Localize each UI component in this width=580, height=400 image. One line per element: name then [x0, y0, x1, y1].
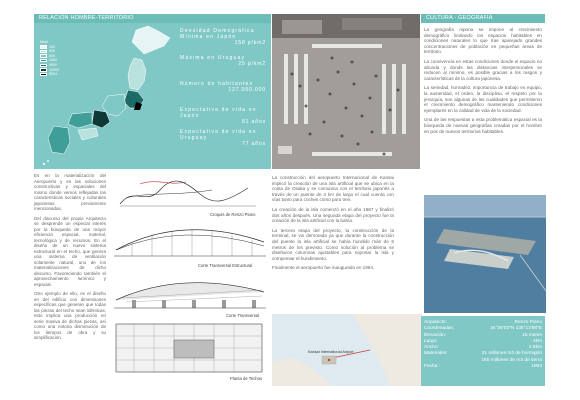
fact-row: [424, 364, 542, 370]
history-paragraph: La creación de la isla comenzó en el año 1987 y finalizó dos años después. Una segunda etapa del proyecto fue la creación de la isla artificial con la bahía.: [272, 206, 394, 224]
stat-item: [180, 129, 266, 155]
history-paragraph: Finalmente el aeropuerto fue inaugurado en 1994.: [272, 265, 375, 271]
fact-value: 34°26'03"N 135°13'58"E: [490, 326, 542, 332]
stat-item: [180, 28, 266, 55]
sketch-caption: Croquis de Renzo Piano: [210, 212, 256, 217]
architecture-text: [34, 173, 106, 345]
structural-section-drawing: [112, 220, 268, 262]
fact-label: Ancho:: [424, 345, 439, 351]
stat-label: Máxima en Uruguay: [180, 55, 246, 61]
fact-label: Arquitecto:: [424, 320, 447, 325]
fact-sheet: [424, 320, 542, 370]
fact-value: 2.5km: [528, 345, 542, 351]
legend-item: 200: [40, 49, 70, 54]
legend-item: 5514: [40, 72, 70, 77]
stats-list: [180, 28, 266, 155]
fact-value: 1994: [531, 364, 542, 370]
roof-plan-caption: Planta de Techos: [230, 376, 263, 381]
fact-label: Materiales:: [424, 351, 448, 357]
fact-label: Elevación:: [424, 332, 447, 338]
map-legend: [40, 40, 70, 77]
culture-paragraph: Una de las respuestas a esta problemática espacial es la búsqueda de nuevas geografías creadas por el hombre en pos de nuevos territorios habitables.: [424, 117, 542, 134]
culture-text: [424, 27, 542, 138]
shikoku-region: [78, 128, 98, 140]
airport-aerial-photo: [424, 195, 546, 313]
legend-swatch: [40, 68, 47, 72]
architecture-paragraph: Es en la materialización del Aeropuerto y en las soluciones constructivas y espaciales del mismo donde vemos reflejadas las características sociales y culturales japonesas previamente mencionadas.: [34, 173, 106, 211]
stat-value: 25 p/km2: [238, 61, 266, 67]
stat-value: 81 años: [241, 119, 266, 125]
fact-value: 150 millones de m3 de tierra: [481, 357, 542, 363]
stat-label: Expectativa de vida en Japón: [180, 107, 257, 119]
hokkaido-region: [132, 26, 170, 54]
architecture-paragraph: Otro ejemplo de ello, es el diseño en del edificio con dimensiones específicas que generan que todas las piezas del techo sean idénticas, esto implica una producción en serie masiva de dichas piezas, así como una notoria disminución de los tiempos de obra y su simplificación.: [34, 291, 106, 340]
roof-plan-drawing: [114, 322, 264, 374]
inset-map-label: Kansai International Airport: [308, 350, 354, 354]
legend-item: 4000: [40, 63, 70, 68]
left-section-header: RELACIÓN HOMBRE-TERRITORIO: [34, 14, 271, 23]
airport-history-text: [272, 175, 394, 275]
stat-label: Número de habitantes: [180, 81, 254, 87]
chugoku-region: [68, 112, 92, 128]
transversal-section-drawing: [112, 272, 268, 312]
stat-label: Expectativa de vida en Uruguay: [180, 129, 257, 141]
fact-value: Renzo Piano: [514, 320, 542, 325]
fact-label: Fecha:: [424, 364, 439, 370]
stat-value: 127.000.000: [228, 87, 266, 93]
fact-label: Coordenadas:: [424, 326, 455, 332]
renzo-piano-sketch: [116, 176, 266, 210]
structural-section-caption: Corte Transversal Estructural: [198, 263, 253, 268]
culture-paragraph: La geografía nipona se impone al crecimiento demográfico limitando los espacios habitables en condiciones naturales lo que trae aparejado grandes concentraciones de población en pequeñas áreas de territorio.: [424, 27, 542, 55]
fact-value: 4km: [532, 338, 542, 344]
stat-value: 77 años: [241, 141, 266, 147]
architecture-paragraph: Del discurso del propio Arquitecto se desprende un especial interés por la búsqueda de una mayor eficiencia espacial, material, tecnológica y de recursos. En el diseño de un nuevo sistema estructural en el techo, que genera una sistema de ventilación solamente natural, uno de los materializaciones de dicho discurso. Favoreciendo también el aprovechamiento lumínico y espacial.: [34, 215, 106, 287]
stat-label: Densidad Demográfica Mínima en Japón: [180, 28, 255, 40]
transversal-section-caption: Corte Transversal: [226, 313, 260, 318]
culture-paragraph: La seriedad, honradez, importancia de trabajo en equipo, la austeridad, el orden, la disciplina, el respeto por la jerarquía, son algunas de las cualidades que permitieron el crecimiento demográfico manteniendo condiciones ejemplares en la calidad de vida de la sociedad.: [424, 85, 542, 113]
legend-swatch: [40, 64, 47, 68]
kyushu-region: [48, 126, 70, 154]
tohoku-region: [128, 58, 146, 90]
history-paragraph: La tercera etapa del proyecto, la construcción de la terminal, se vio demorada ya que durante la construcción del puente la isla artificial se había hundido más de 8 metros de los previsto. Como solución al problema se diseñaron columnas ajustables para soportar la isla y compensar el hundimiento.: [272, 227, 394, 261]
legend-item: 1000: [40, 58, 70, 63]
legend-title: Nivel: [40, 40, 48, 44]
culture-paragraph: La convivencia en estas condiciones donde el espacio no abunda y donde las distancias interpersonales se reducen al mínimo, es posible gracias a los rasgos y características de la cultura japonesa.: [424, 58, 542, 81]
stat-value: 158 p/km2: [234, 40, 266, 46]
right-section-header: CULTURA - GEOGRAFÍA: [421, 14, 545, 23]
legend-swatch: [40, 59, 47, 63]
crowd-crossing-photo: [272, 14, 420, 169]
fact-value: 21 millones m3 de hormigón: [481, 351, 542, 357]
fact-value: 15 msnm: [522, 332, 542, 338]
stat-item: [180, 107, 266, 129]
legend-swatch: [40, 73, 47, 77]
stat-item: [180, 55, 266, 81]
legend-swatch: [40, 54, 47, 58]
history-paragraph: La construcción del aeropuerto Internacional de Kansai implicó la creación de una isla artificial que se ubica en la costa de Osaka y se comunica con el territorio japonés a través de un puente de 3 km de largo el cual cuenta con vías tanto para coches como para tren.: [272, 175, 394, 203]
legend-item: 10000: [40, 68, 70, 73]
legend-swatch: [40, 45, 47, 49]
fact-label: Largo:: [424, 338, 438, 344]
stat-item: [180, 81, 266, 107]
legend-swatch: [40, 50, 47, 54]
legend-item: 500: [40, 54, 70, 59]
legend-item: 100: [40, 45, 70, 50]
